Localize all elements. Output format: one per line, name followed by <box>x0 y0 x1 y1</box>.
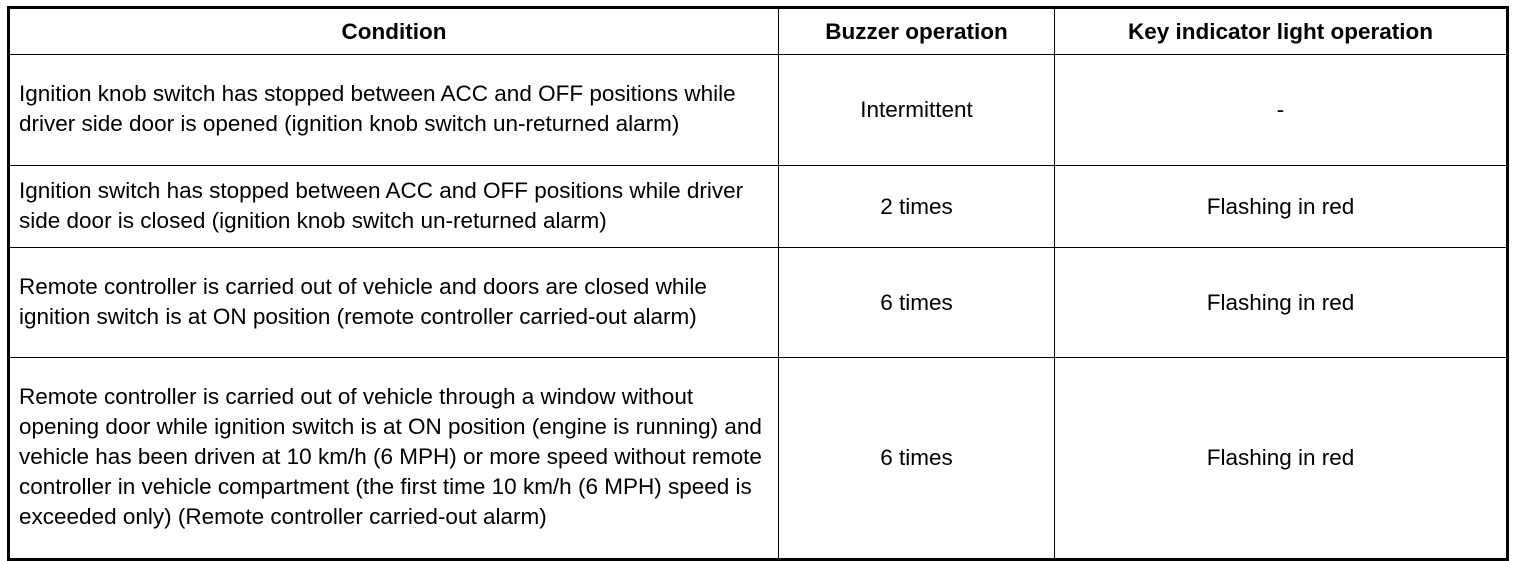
table-header-row <box>9 8 1508 55</box>
table-row <box>9 166 1508 248</box>
table-row <box>9 248 1508 358</box>
condition-cell: Remote controller is carried out of vehicle through a window without opening door while ignition switch is at ON position (engine is running) and vehicle has been driven at 10 km/h (6 MPH) or more speed without remote controller in vehicle compartment (the first time 10 km/h (6 MPH) speed is exceeded only) (Remote controller carried-out alarm) <box>9 358 779 560</box>
light-cell: - <box>1055 55 1508 166</box>
table-row <box>9 358 1508 560</box>
light-cell: Flashing in red <box>1055 358 1508 560</box>
header-buzzer-operation: Buzzer operation <box>779 8 1055 55</box>
alarm-operation-table <box>7 6 1509 561</box>
buzzer-cell: 2 times <box>779 166 1055 248</box>
header-condition: Condition <box>9 8 779 55</box>
light-cell: Flashing in red <box>1055 166 1508 248</box>
condition-cell: Ignition switch has stopped between ACC and OFF positions while driver side door is closed (ignition knob switch un-returned alarm) <box>9 166 779 248</box>
condition-cell: Ignition knob switch has stopped between ACC and OFF positions while driver side door is opened (ignition knob switch un-returned alarm) <box>9 55 779 166</box>
buzzer-cell: 6 times <box>779 358 1055 560</box>
buzzer-cell: 6 times <box>779 248 1055 358</box>
table-row <box>9 55 1508 166</box>
condition-cell: Remote controller is carried out of vehicle and doors are closed while ignition switch is at ON position (remote controller carried-out alarm) <box>9 248 779 358</box>
buzzer-cell: Intermittent <box>779 55 1055 166</box>
light-cell: Flashing in red <box>1055 248 1508 358</box>
header-key-indicator-light-operation: Key indicator light operation <box>1055 8 1508 55</box>
